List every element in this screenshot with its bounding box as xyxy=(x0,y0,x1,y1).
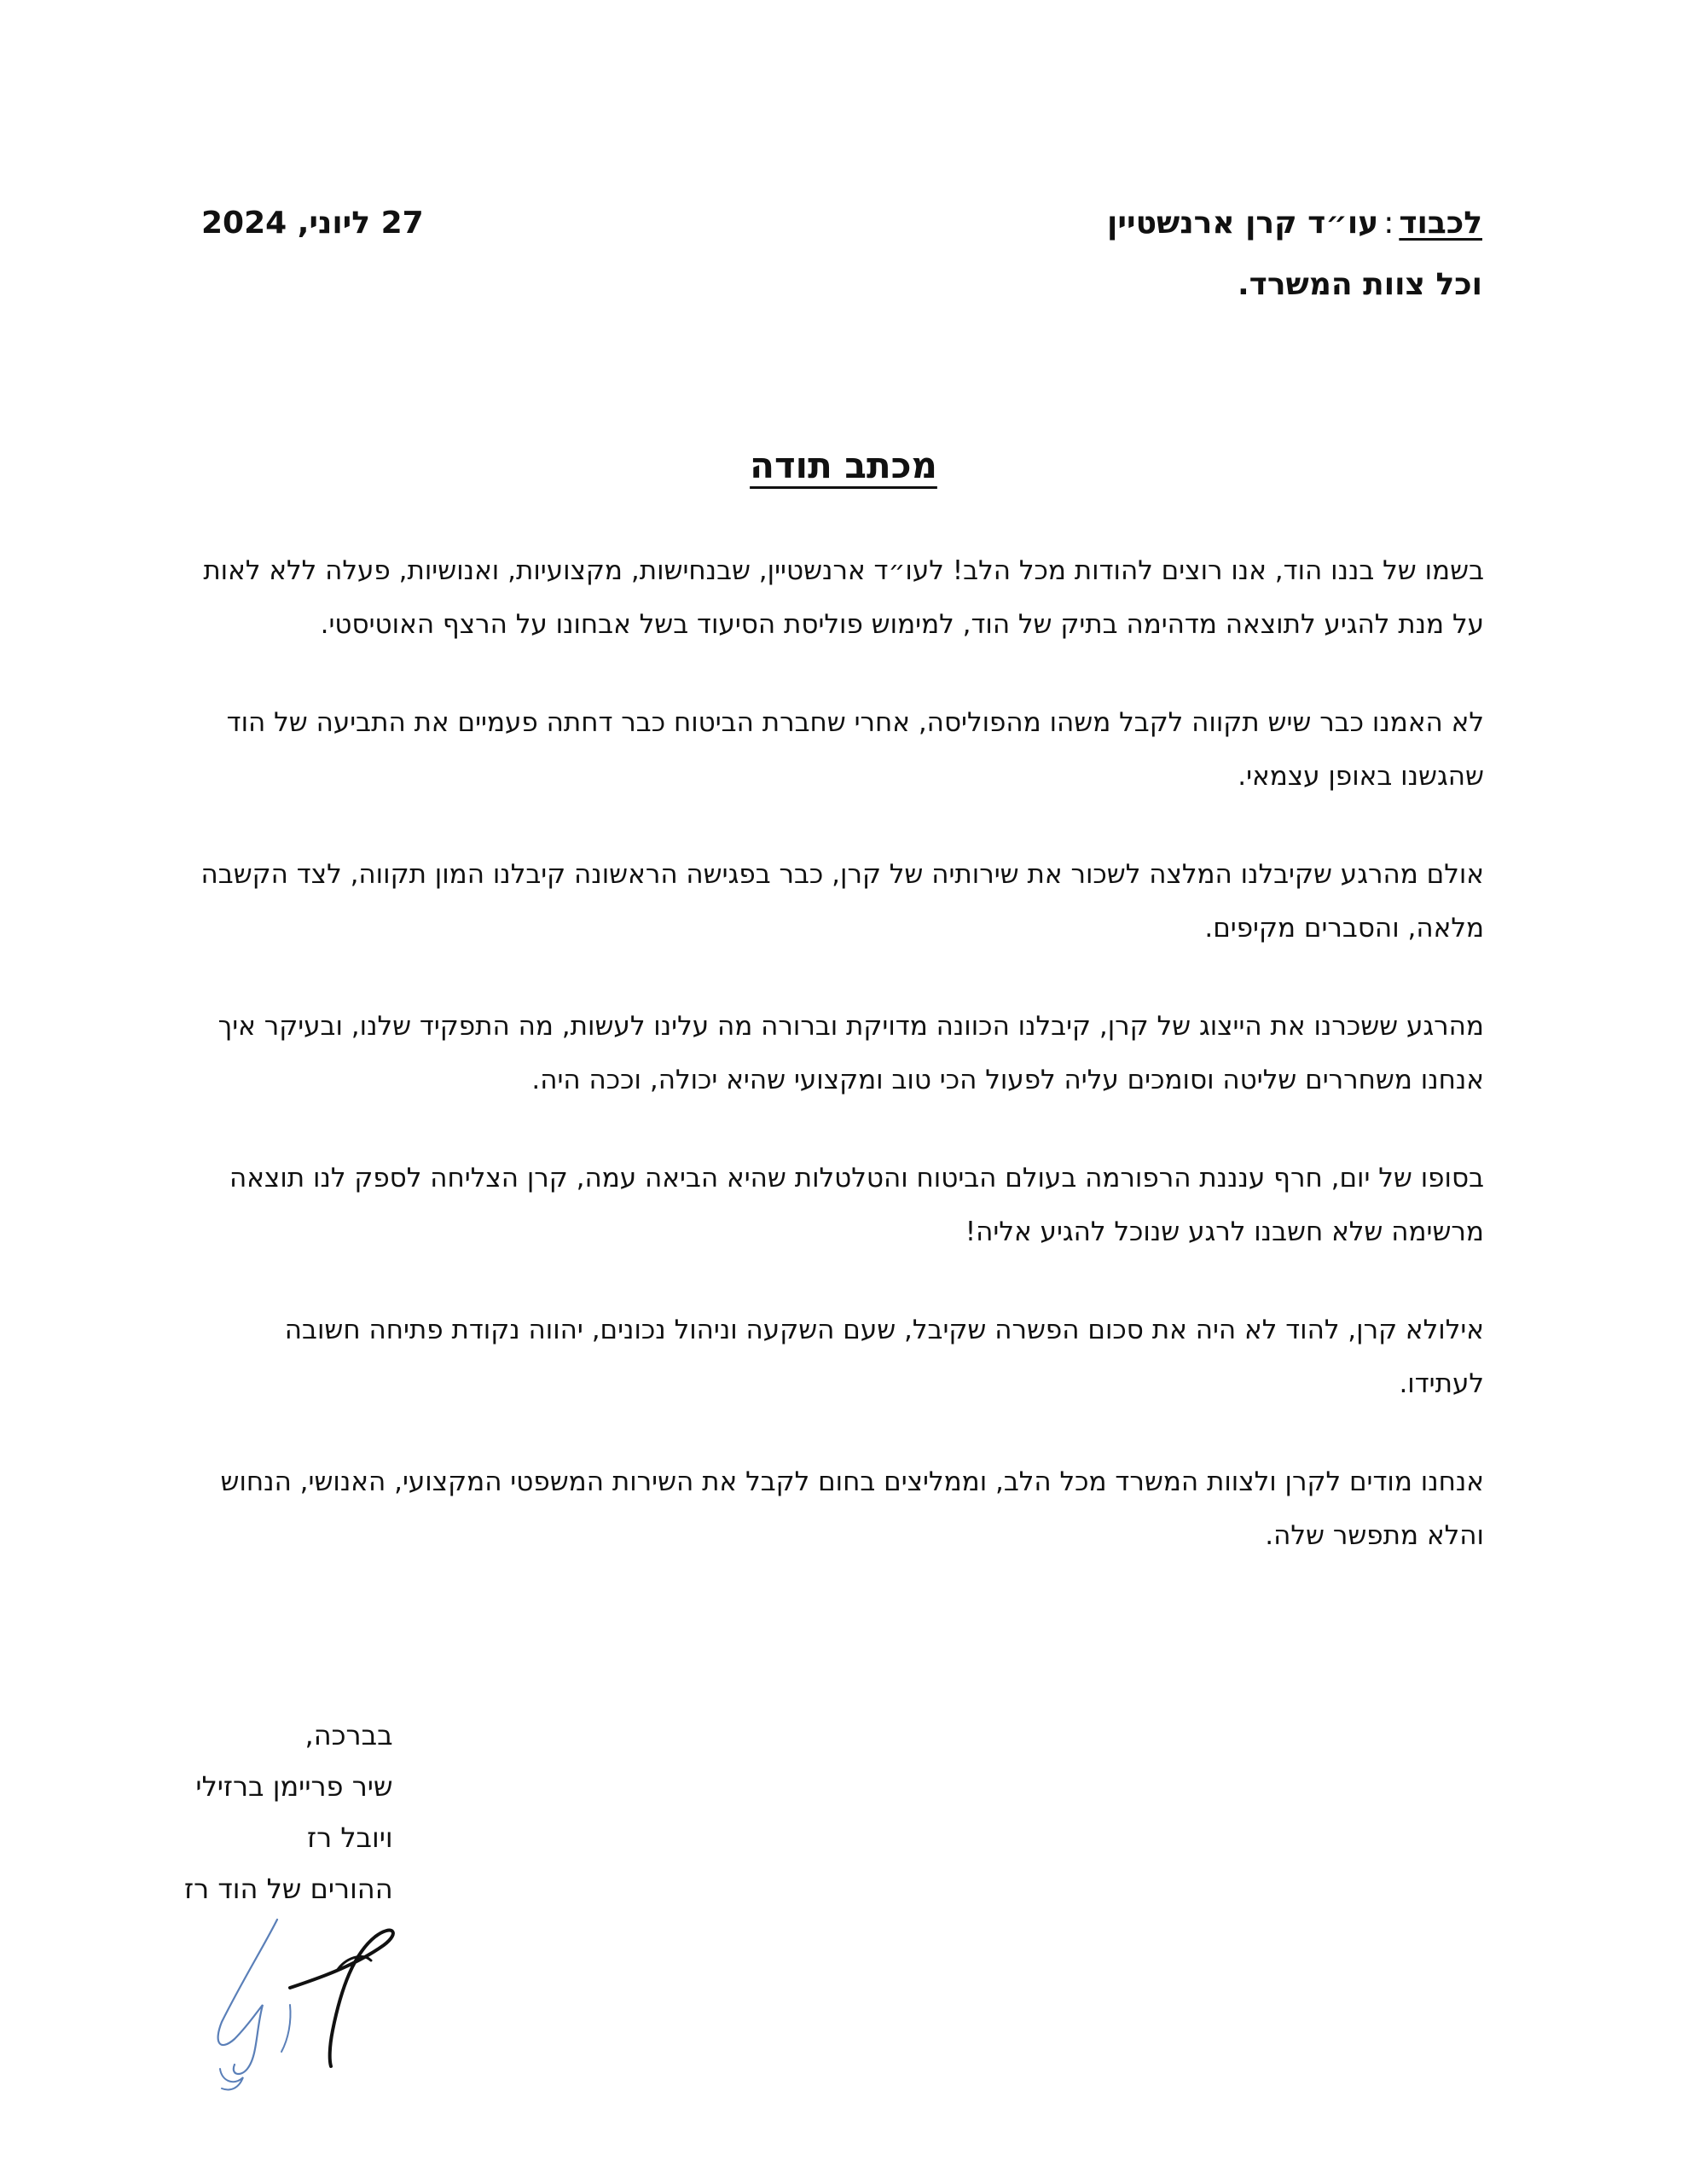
letter-date: 27 ליוני, 2024 xyxy=(201,206,424,241)
handwritten-signature xyxy=(196,1877,418,2099)
paragraph: בשמו של בננו הוד, אנו רוצים להודות מכל הלב! לעו״ד ארנשטיין, שבנחישות, מקצועיות, ואנושיות, פעלה ללא לאות על מנת להגיע לתוצאה מדהימה בתיק של הוד, למימוש פוליסת הסיעוד בשל אבחונו על הרצף האוטיסטי. xyxy=(203,555,1484,640)
closing-name-1: שיר פריימן ברזילי xyxy=(195,1770,393,1803)
recipient-line-2: וכל צוות המשרד. xyxy=(1238,267,1482,302)
signature-blue-stroke xyxy=(220,2069,243,2089)
closing-name-2: ויובל רז xyxy=(307,1821,393,1854)
closing-signoff: ההורים של הוד רז xyxy=(184,1873,393,1905)
recipient-block xyxy=(715,193,1482,316)
letter-body xyxy=(198,544,1484,1607)
recipient-line-1: לכבוד:עו״ד קרן ארנשטיין xyxy=(1107,206,1482,241)
paragraph: מהרגע ששכרנו את הייצוג של קרן, קיבלנו הכוונה מדויקת וברורה מה עלינו לעשות, מה התפקיד שלנו, ובעיקר איך אנחנו משחררים שליטה וסומכים עליה לפעול הכי טוב ומקצועי שהיא יכולה, וככה היה. xyxy=(217,1011,1484,1095)
letter-title xyxy=(0,435,1687,497)
signature-blue-stroke xyxy=(281,2005,291,2052)
paragraph: אנחנו מודים לקרן ולצוות המשרד מכל הלב, וממליצים בחום לקבל את השירות המשפטי המקצועי, האנושי, הנחוש והלא מתפשר שלה. xyxy=(220,1467,1484,1551)
to-label: לכבוד xyxy=(1399,206,1482,241)
closing-greeting: בברכה, xyxy=(304,1719,393,1751)
recipient-name: עו״ד קרן ארנשטיין xyxy=(1107,206,1379,241)
paragraph: אולם מהרגע שקיבלנו המלצה לשכור את שירותיה של קרן, כבר בפגישה הראשונה קיבלנו המון תקווה, לצד הקשבה מלאה, והסברים מקיפים. xyxy=(200,859,1484,944)
signature-black-stroke xyxy=(290,1931,393,2066)
paragraph: בסופו של יום, חרף ענננת הרפורמה בעולם הביטוח והטלטלות שהיא הביאה עמה, קרן הצליחה לספק לנו תוצאה מרשימה שלא חשבנו לרגע שנוכל להגיע אליה! xyxy=(229,1163,1484,1247)
signature-blue-stroke xyxy=(218,1920,277,2074)
letter-title-text: מכתב תודה xyxy=(750,444,937,486)
paragraph: לא האמנו כבר שיש תקווה לקבל משהו מהפוליסה, אחרי שחברת הביטוח כבר דחתה פעמיים את התביעה של הוד שהגשנו באופן עצמאי. xyxy=(226,707,1484,792)
paragraph: אילולא קרן, להוד לא היה את סכום הפשרה שקיבל, שעם השקעה וניהול נכונים, יהווה נקודת פתיחה חשובה לעתידו. xyxy=(284,1315,1484,1399)
